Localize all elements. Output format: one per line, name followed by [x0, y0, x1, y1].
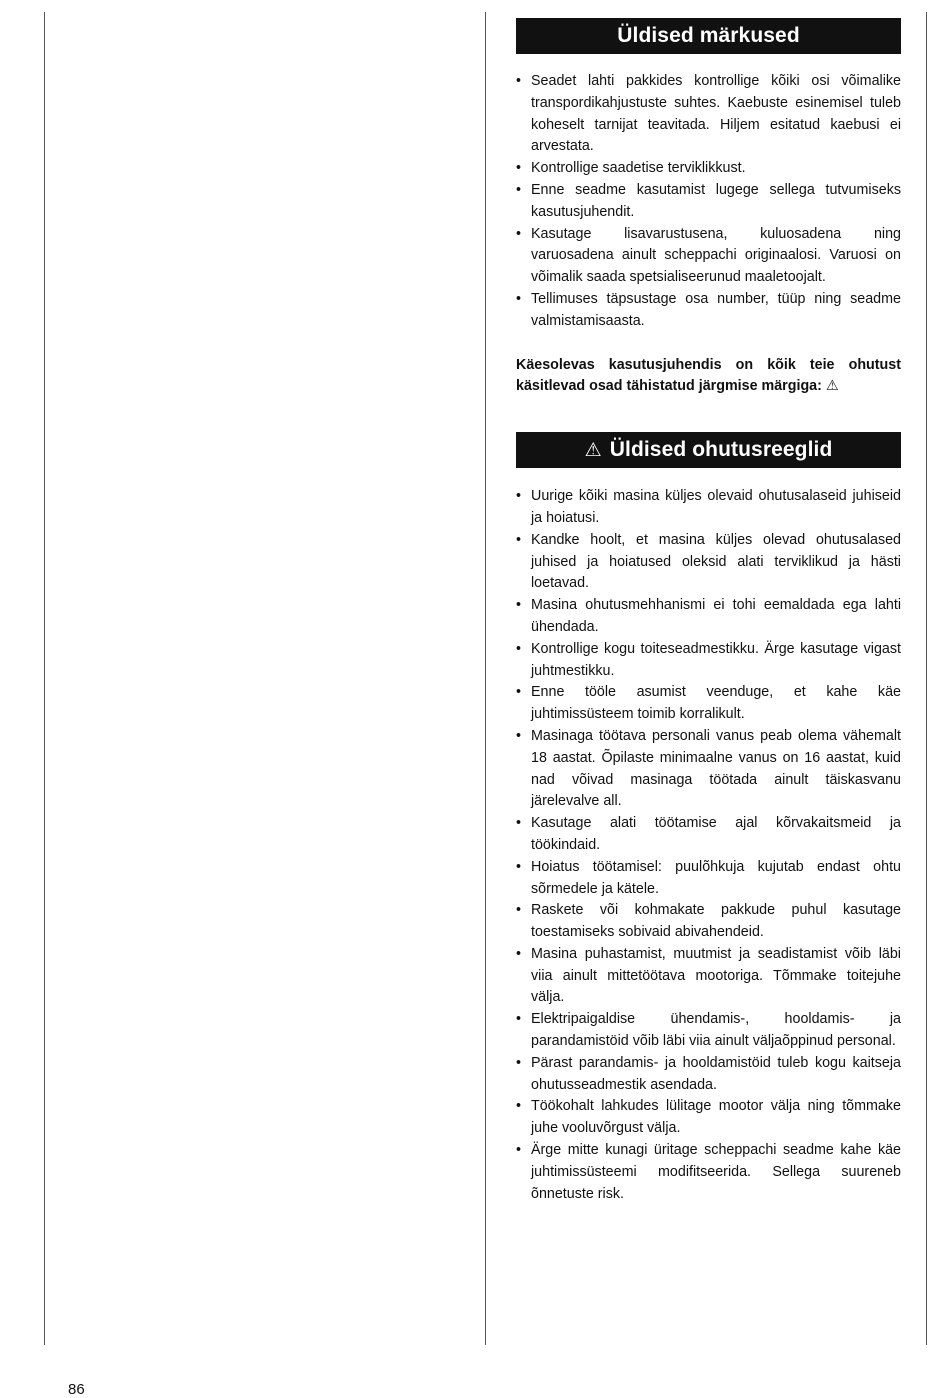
list-item: • Masina ohutusmehhanismi ei tohi eemaldada ega lahti ühendada.: [516, 595, 901, 639]
list-item: • Kasutage alati töötamise ajal kõrvakaitsmeid ja töökindaid.: [516, 813, 901, 857]
list-item: • Kasutage lisavarustusena, kuluosadena ning varuosadena ainult scheppachi originaalosi. Varuosi on võimalik saada spetsialiseerunud maaletoojalt.: [516, 224, 901, 289]
list-item: • Uurige kõiki masina küljes olevaid ohutusalaseid juhiseid ja hoiatusi.: [516, 486, 901, 530]
list-item: • Hoiatus töötamisel: puulõhkuja kujutab endast ohtu sõrmedele ja kätele.: [516, 857, 901, 901]
page-number: 86: [68, 1381, 85, 1398]
left-margin-rule: [44, 12, 45, 1345]
list-item: • Elektripaigaldise ühendamis-, hooldamis- ja parandamistöid võib läbi viia ainult väljaõppinud personal.: [516, 1009, 901, 1053]
list-item: • Kontrollige saadetise terviklikkust.: [516, 158, 901, 180]
list-item: • Kandke hoolt, et masina küljes olevad ohutusalased juhised ja hoiatused oleksid alati terviklikud ja hästi loetavad.: [516, 530, 901, 595]
list-item: • Masinaga töötava personali vanus peab olema vähemalt 18 aastat. Õpilaste minimaalne vanus on 16 aastat, kuid nad võivad masinaga töötada ainult täiskasvanu järelevalve all.: [516, 726, 901, 813]
list-item: • Enne tööle asumist veenduge, et kahe käe juhtimissüsteem toimib korralikult.: [516, 682, 901, 726]
section-heading-general-remarks: [516, 18, 901, 54]
warning-triangle-icon: ⚠: [825, 378, 839, 395]
list-item: • Tellimuses täpsustage osa number, tüüp ning seadme valmistamisaasta.: [516, 289, 901, 333]
section-heading-general-safety-rules: [516, 432, 901, 468]
list-item: • Pärast parandamis- ja hooldamistöid tuleb kogu kaitseja ohutusseadmestik asendada.: [516, 1053, 901, 1097]
list-item: • Kontrollige kogu toiteseadmestikku. Ärge kasutage vigast juhtmestikku.: [516, 639, 901, 683]
list-item: • Töökohalt lahkudes lülitage mootor välja ning tõmmake juhe vooluvõrgust välja.: [516, 1096, 901, 1140]
section-heading-general-safety-rules-text: Üldised ohutusreeglid: [609, 438, 833, 462]
right-text-column: [516, 18, 901, 1205]
list-item: • Seadet lahti pakkides kontrollige kõiki osi võimalike transpordikahjustuste suhtes. Kaebuste esinemisel tuleb koheselt tarnijat teavitada. Hiljem esitatud kaebusi ei arvestata.: [516, 71, 901, 158]
list-item: • Ärge mitte kunagi üritage scheppachi seadme kahe käe juhtimissüsteemi modifitseerida. Sellega suureneb õnnetuste risk.: [516, 1140, 901, 1205]
list-item: • Raskete või kohmakate pakkude puhul kasutage toestamiseks sobivaid abivahendeid.: [516, 900, 901, 944]
general-safety-rules-list: [516, 486, 901, 1205]
general-remarks-list: [516, 71, 901, 333]
safety-notice-paragraph: [516, 355, 901, 399]
warning-triangle-icon: ⚠: [584, 439, 602, 461]
column-divider-rule: [485, 12, 486, 1345]
safety-notice-text: Käesolevas kasutusjuhendis on kõik teie ohutust käsitlevad osad tähistatud järgmise märgiga:: [516, 356, 901, 395]
section-heading-general-remarks-text: Üldised märkused: [617, 24, 800, 47]
list-item: • Enne seadme kasutamist lugege sellega tutvumiseks kasutusjuhendit.: [516, 180, 901, 224]
right-margin-rule: [926, 12, 927, 1345]
list-item: • Masina puhastamist, muutmist ja seadistamist võib läbi viia ainult mittetöötava mootoriga. Tõmmake toitejuhe välja.: [516, 944, 901, 1009]
